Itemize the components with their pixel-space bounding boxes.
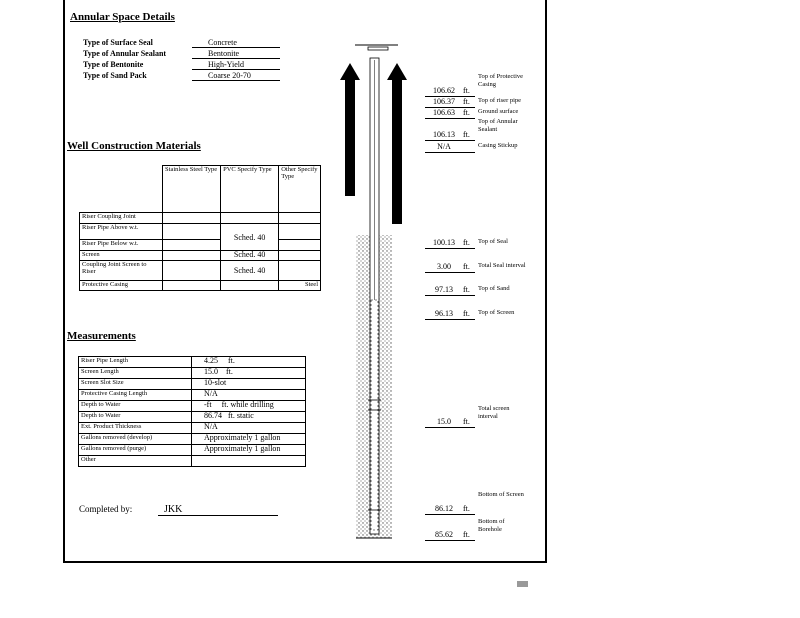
elevation-unit: ft. bbox=[463, 238, 470, 247]
annular-sealant-value: Bentonite bbox=[192, 49, 280, 59]
pvc-riser-value: Sched. 40 bbox=[221, 224, 279, 251]
elevation-unit: ft. bbox=[463, 504, 470, 513]
elevation-underline bbox=[425, 140, 475, 141]
elevation-label: Total screen interval bbox=[478, 405, 510, 420]
materials-title: Well Construction Materials bbox=[67, 140, 201, 152]
annular-sealant-label: Type of Annular Sealant bbox=[83, 49, 167, 58]
elevation-value: 86.12 bbox=[435, 504, 453, 513]
elevation-unit: ft. bbox=[463, 130, 470, 139]
elevation-label: Top of Annular Sealant bbox=[478, 118, 518, 133]
bentonite-label: Type of Bentonite bbox=[83, 60, 144, 69]
row-label: Screen bbox=[80, 251, 163, 261]
elevation-underline bbox=[425, 319, 475, 320]
elevation-label: Top of riser pipe bbox=[478, 97, 522, 104]
elevation-value: 96.13 bbox=[435, 309, 453, 318]
annular-title: Annular Space Details bbox=[70, 11, 175, 23]
sand-pack-label: Type of Sand Pack bbox=[83, 71, 147, 80]
elevation-value: 106.13 bbox=[433, 130, 455, 139]
elevation-value: 106.37 bbox=[433, 97, 455, 106]
elevation-label: Total Seal interval bbox=[478, 262, 526, 269]
elevation-label: Bottom of Screen bbox=[478, 491, 524, 498]
row-label: Riser Pipe Below w.t. bbox=[80, 240, 163, 251]
elevation-label: Top of Protective Casing bbox=[478, 73, 524, 88]
elevation-label: Casing Stickup bbox=[478, 142, 518, 149]
elevation-underline bbox=[425, 427, 475, 428]
elevation-unit: ft. bbox=[463, 309, 470, 318]
elevation-label: Top of Sand bbox=[478, 285, 510, 292]
row-label: Riser Coupling Joint bbox=[80, 213, 163, 224]
surface-seal-value: Concrete bbox=[192, 38, 280, 48]
col-header-pvc: PVC Specify Type bbox=[221, 166, 279, 213]
surface-seal-label: Type of Surface Seal bbox=[83, 38, 153, 47]
well-diagram bbox=[330, 30, 420, 550]
elevation-value: 97.13 bbox=[435, 285, 453, 294]
elevation-unit: ft. bbox=[463, 417, 470, 426]
elevation-value: N/A bbox=[437, 142, 451, 151]
elevation-underline bbox=[425, 514, 475, 515]
materials-table bbox=[79, 165, 321, 291]
elevation-underline bbox=[425, 118, 475, 119]
elevation-unit: ft. bbox=[463, 97, 470, 106]
elevation-underline bbox=[425, 248, 475, 249]
row-label: Protective Casing bbox=[80, 281, 163, 291]
measurements-table: Riser Pipe Length 4.25 ft. Screen Length 15.0 ft. Screen Slot Size 10-slot Protective Casing Length N/A Depth to Water -ft ft. while drilling Depth to Water 86.74 ft. static Ext. Product Thickness N/A Gallons removed (develop) Approximately 1 gallon Gallons removed (purge) Approximately 1 gallon Other bbox=[78, 356, 306, 467]
elevation-label: Top of Screen bbox=[478, 309, 515, 316]
elevation-unit: ft. bbox=[463, 86, 470, 95]
elevation-underline bbox=[425, 295, 475, 296]
elevation-unit: ft. bbox=[463, 285, 470, 294]
elevation-value: 100.13 bbox=[433, 238, 455, 247]
col-header-stainless: Stainless Steel Type bbox=[163, 166, 221, 213]
elevation-underline bbox=[425, 540, 475, 541]
row-label: Riser Pipe Above w.t. bbox=[80, 224, 163, 240]
pvc-screen-value: Sched. 40 bbox=[221, 251, 279, 261]
elevation-value: 85.62 bbox=[435, 530, 453, 539]
elevation-value: 106.62 bbox=[433, 86, 455, 95]
pvc-coupling-value: Sched. 40 bbox=[221, 261, 279, 281]
col-header-other: Other Specify Type bbox=[279, 166, 321, 213]
elevation-unit: ft. bbox=[463, 108, 470, 117]
elevation-unit: ft. bbox=[463, 262, 470, 271]
elevation-value: 3.00 bbox=[437, 262, 451, 271]
measurements-title: Measurements bbox=[67, 330, 136, 342]
casing-other-value: Steel bbox=[279, 281, 321, 291]
elevation-label: Bottom of Borehole bbox=[478, 518, 505, 533]
elevation-value: 15.0 bbox=[437, 417, 451, 426]
completed-by-label: Completed by: bbox=[79, 504, 133, 514]
bentonite-value: High-Yield bbox=[192, 60, 280, 70]
completed-by-value: JKK bbox=[158, 504, 278, 516]
row-label: Coupling Joint Screen to Riser bbox=[80, 261, 163, 281]
elevation-label: Top of Seal bbox=[478, 238, 508, 245]
elevation-label: Ground surface bbox=[478, 108, 519, 115]
elevation-underline bbox=[425, 152, 475, 153]
elevation-underline bbox=[425, 272, 475, 273]
elevation-unit: ft. bbox=[463, 530, 470, 539]
elevation-value: 106.63 bbox=[433, 108, 455, 117]
sand-pack-value: Coarse 20-70 bbox=[192, 71, 280, 81]
page-mark bbox=[517, 581, 528, 587]
